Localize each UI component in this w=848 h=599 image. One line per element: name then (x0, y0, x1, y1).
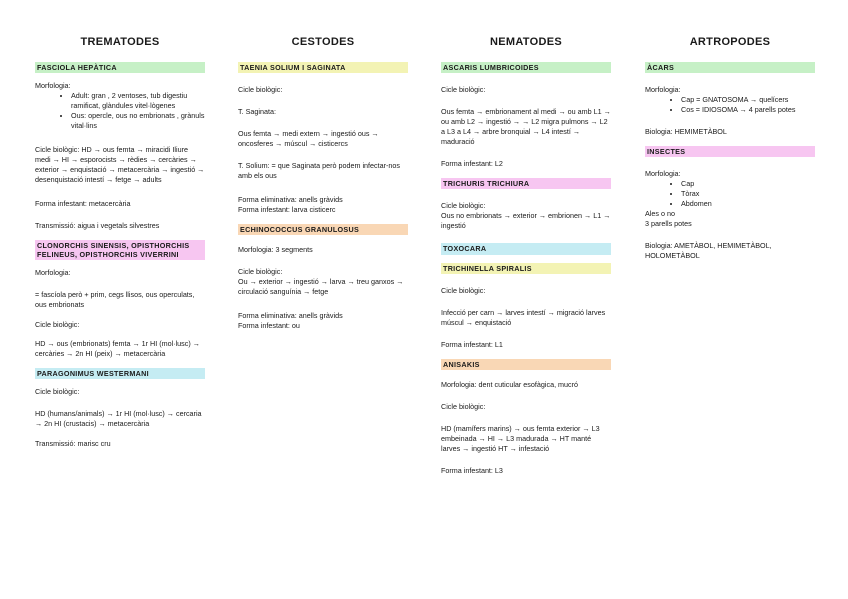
cicle-text: HD (humans/animals) → 1r HI (mol·lusc) → cercaria → 2n HI (crustacis) → metacercària (35, 409, 202, 429)
forma-eliminativa-text: Forma eliminativa: anells gràvids (238, 194, 343, 204)
forma-infestant-text: Forma infestant: ou (238, 320, 300, 330)
biologia-text: Biologia: AMETÀBOL, HEMIMETÀBOL, HOLOMETÀBOL (645, 241, 772, 261)
morfologia-list (35, 91, 205, 131)
transmissio-text: Transmissió: marisc cru (35, 439, 111, 449)
list-item: • Adult: gran , 2 ventoses, tub digestiu ramificat, glàndules vitel·lògenes (71, 91, 205, 111)
section-header-taenia: TAENIA SOLIUM I SAGINATA (238, 62, 408, 73)
section-header-fasciola: FASCIOLA HEPÀTICA (35, 62, 205, 73)
ales-text: Ales o no (645, 209, 675, 219)
list-item: • Abdomen (681, 199, 815, 209)
cicle-label: Cicle biològic: (35, 387, 80, 397)
forma-text: Forma infestant: metacercària (35, 198, 131, 208)
cicle-text: Cicle biològic: HD → ous femta → miracidi Iliure medi → HI → esporocists → rèdies → cercàries → exterior → enquistació → metacercària → ingestió → desenquistació intestí → fetge → adults (35, 145, 205, 184)
section-header-clonorchis: CLONORCHIS SINENSIS, OPISTHORCHIS FELINEUS, OPISTHORCHIS VIVERRINI (35, 240, 205, 261)
section-header-trichuris: TRICHURIS TRICHIURA (441, 178, 611, 189)
cicle-text: Infecció per carn → larves intestí → migració larves múscul → enquistació (441, 307, 606, 327)
cicle-label: Cicle biològic: (441, 285, 486, 295)
cicle-label: Cicle biològic: (441, 401, 486, 411)
cicle-label: Cicle biològic: (35, 320, 80, 330)
column-trematodes (35, 36, 205, 458)
column-title: CESTODES (291, 36, 355, 48)
forma-text: Forma infestant: L3 (441, 465, 503, 475)
potes-text: 3 parells potes (645, 219, 692, 229)
cicle-label: Cicle biològic: (238, 85, 283, 95)
morfologia-label: Morfologia: (645, 169, 681, 179)
morfologia-text: = fascíola però + prim, cegs llisos, ous operculats, ous embrionats (35, 290, 195, 310)
cicle-text: Ou → exterior → ingestió → larva → treu ganxos → circulació sanguínia → fetge (238, 277, 404, 297)
forma-eliminativa-text: Forma eliminativa: anells gràvids (238, 310, 343, 320)
section-header-toxocara: TOXOCARA (441, 243, 611, 254)
biologia-text: Biologia: HEMIMETÀBOL (645, 127, 727, 137)
morfologia-label: Morfologia: (35, 81, 71, 91)
list-item: • Cap (681, 179, 815, 189)
morfologia-text: Morfologia: dent cuticular esofàgica, mucró (441, 379, 579, 389)
cicle-label: Cicle biològic: (441, 85, 486, 95)
morfologia-list (645, 179, 815, 209)
morfologia-label: Morfologia: (645, 85, 681, 95)
morfologia-list (645, 95, 815, 115)
transmissio-text: Transmissió: aigua i vegetals silvestres (35, 220, 160, 230)
saginata-text: Ous femta → medi extern → ingestió ous → oncosferes → múscul → cisticercs (238, 129, 379, 149)
section-header-acars: ÀCARS (645, 62, 815, 73)
column-nematodes (441, 36, 611, 485)
cicle-text: Ous no embrionats → exterior → embrionen → L1 → ingestió (441, 211, 611, 231)
cicle-label: Cicle biològic: (441, 201, 486, 211)
column-title: ARTROPODES (689, 36, 771, 48)
forma-infestant-text: Forma infestant: larva cisticerc (238, 204, 336, 214)
list-item: • Cos = IDIOSOMA → 4 parells potes (681, 105, 815, 115)
morfologia-text: Morfologia: 3 segments (238, 245, 313, 255)
section-header-echinococcus: ECHINOCOCCUS GRANULOSUS (238, 224, 408, 235)
section-header-paragonimus: PARAGONIMUS WESTERMANI (35, 368, 205, 379)
list-item: • Tòrax (681, 189, 815, 199)
forma-text: Forma infestant: L2 (441, 159, 503, 169)
cicle-label: Cicle biològic: (238, 267, 283, 277)
list-item: • Cap = GNATOSOMA → quelícers (681, 95, 815, 105)
saginata-label: T. Saginata: (238, 107, 276, 117)
column-title: NEMATODES (490, 36, 562, 48)
section-header-trichinella: TRICHINELLA SPIRALIS (441, 263, 611, 274)
cicle-text: HD (mamífers marins) → ous femta exterior → L3 embeinada → HI → L3 madurada → HT manté larves → ingestió HT → infestació (441, 423, 600, 453)
cicle-text: Ous femta → embrionament al medi → ou amb L1 → ou amb L2 → ingestió → → L2 migra pulmons → L2 a L3 a L4 → arbre bronquial → L4 intestí → maduració (441, 107, 611, 147)
section-header-insectes: INSECTES (645, 146, 815, 157)
cicle-text: HD → ous (embrionats) femta → 1r HI (mol·lusc) → cercàries → 2n HI (peix) → metacercària (35, 339, 200, 359)
section-header-ascaris: ASCARIS LUMBRICOIDES (441, 62, 611, 73)
morfologia-label: Morfologia: (35, 268, 71, 278)
list-item: • Ous: opercle, ous no embrionats , grànuls vital·lins (71, 111, 205, 131)
column-artropodes (645, 36, 815, 270)
column-title: TREMATODES (80, 36, 160, 48)
section-header-anisakis: ANISAKIS (441, 359, 611, 370)
forma-text: Forma infestant: L1 (441, 339, 503, 349)
solium-text: T. Solium: = que Saginata però podem infectar-nos amb els ous (238, 161, 401, 181)
column-cestodes (238, 36, 408, 340)
